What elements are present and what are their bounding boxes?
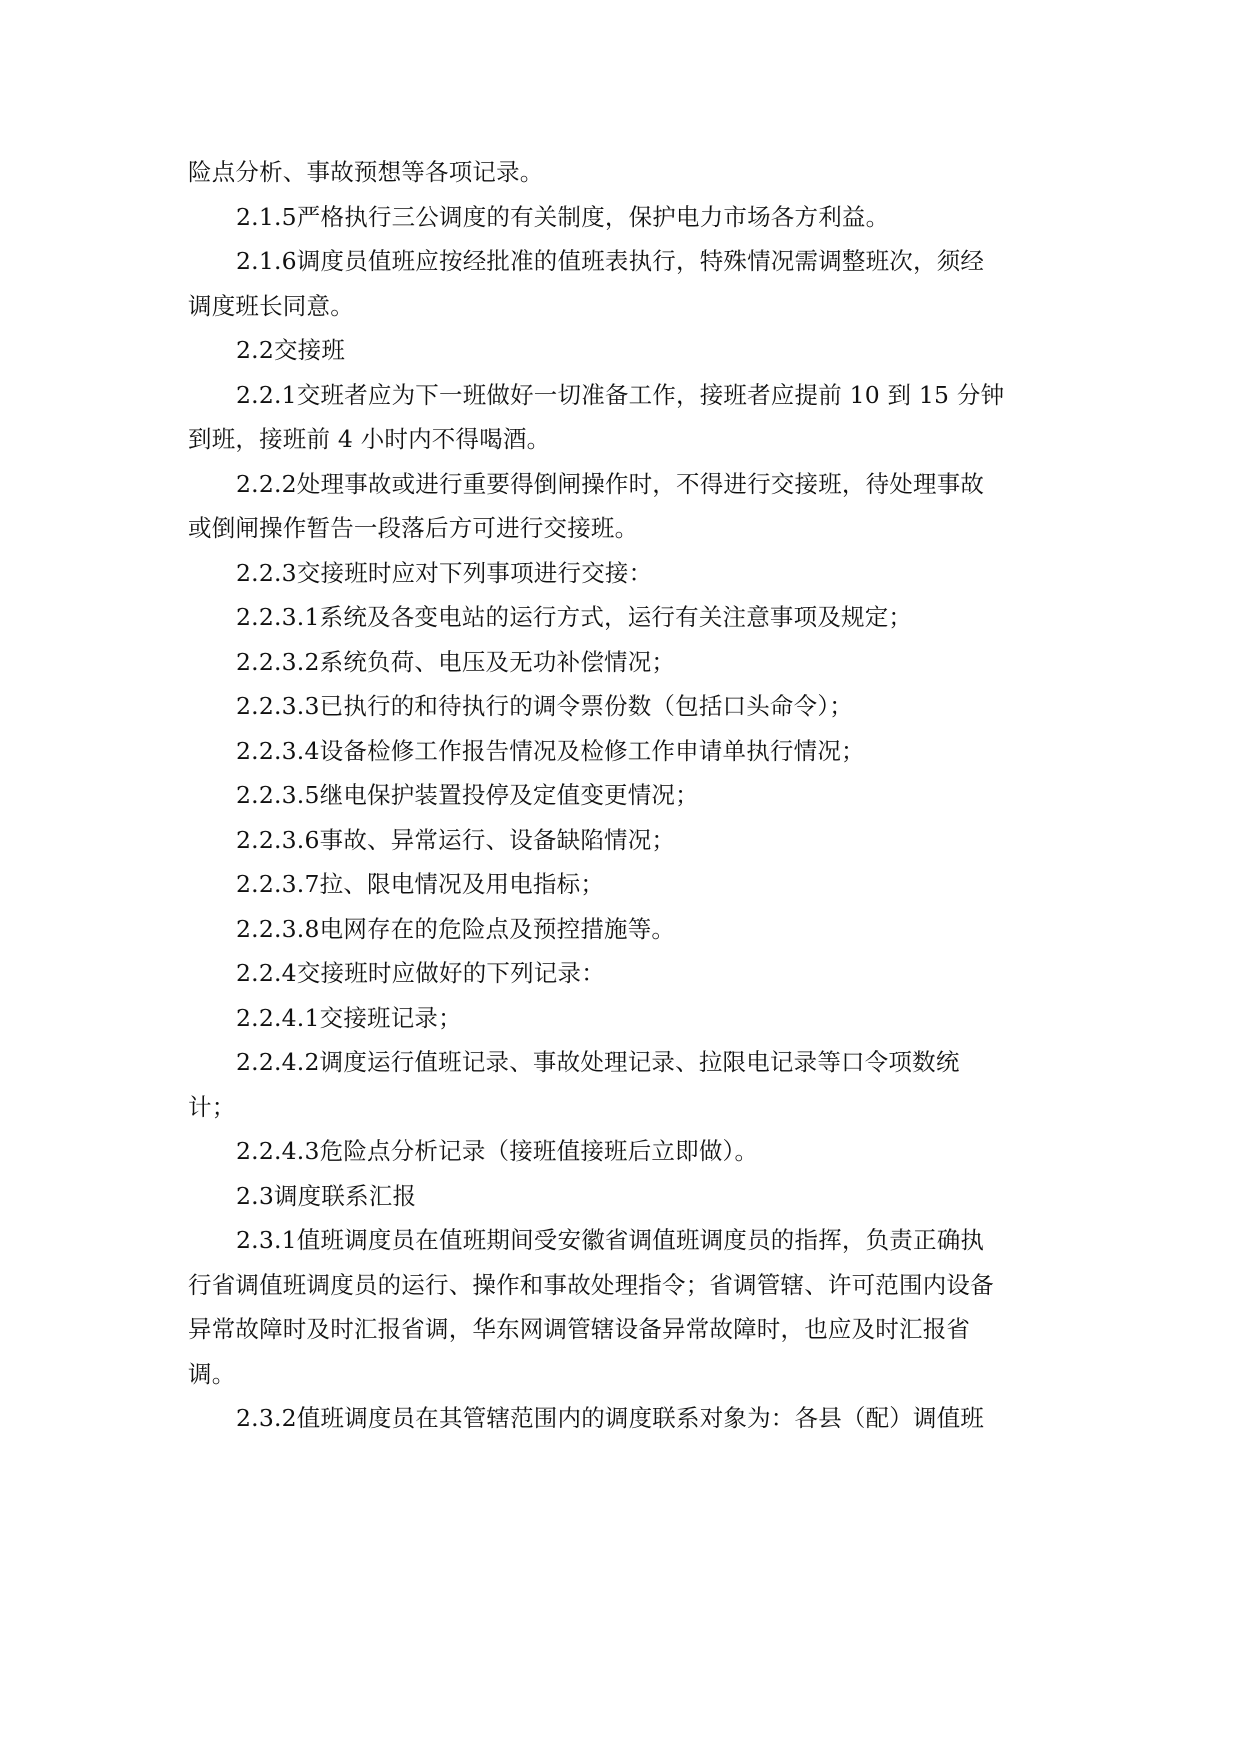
text-line: 2.2.3.6事故、异常运行、设备缺陷情况； — [236, 825, 676, 854]
text-line: 2.2.2处理事故或进行重要得倒闸操作时，不得进行交接班，待处理事故 — [236, 469, 985, 498]
text-line: 2.1.6调度员值班应按经批准的值班表执行，特殊情况需调整班次，须经 — [236, 247, 985, 275]
text-line: 2.2.4.2调度运行值班记录、事故处理记录、拉限电记录等口令项数统 — [236, 1048, 960, 1076]
text-line: 或倒闸操作暂告一段落后方可进行交接班。 — [188, 514, 639, 542]
document-body — [188, 150, 1038, 1441]
text-line: 2.2.4.3危险点分析记录（接班值接班后立即做）。 — [236, 1137, 759, 1165]
text-line: 2.2.3.7拉、限电情况及用电指标； — [236, 870, 605, 898]
text-line: 到班，接班前 4 小时内不得喝酒。 — [188, 425, 551, 453]
text-line: 2.2.3.1系统及各变电站的运行方式，运行有关注意事项及规定； — [236, 603, 913, 631]
text-line: 2.2.4.1交接班记录； — [236, 1003, 462, 1032]
text-line: 2.2.3.3已执行的和待执行的调令票份数（包括口头命令）； — [236, 692, 853, 720]
text-line: 2.2.3交接班时应对下列事项进行交接： — [236, 558, 653, 587]
text-line: 险点分析、事故预想等各项记录。 — [188, 158, 544, 186]
text-line: 2.1.5严格执行三公调度的有关制度，保护电力市场各方利益。 — [236, 202, 890, 231]
text-line: 调度班长同意。 — [188, 291, 354, 320]
text-line: 2.3.2值班调度员在其管辖范围内的调度联系对象为：各县（配）调值班 — [236, 1404, 985, 1432]
text-line: 调。 — [188, 1359, 236, 1388]
text-line: 2.2.3.2系统负荷、电压及无功补偿情况； — [236, 647, 676, 676]
text-line: 2.2.1交班者应为下一班做好一切准备工作，接班者应提前 10 到 15 分钟 — [236, 380, 1005, 409]
text-line: 2.2.3.5继电保护装置投停及定值变更情况； — [236, 781, 699, 809]
text-line: 2.2.4交接班时应做好的下列记录： — [236, 959, 605, 987]
text-line: 异常故障时及时汇报省调，华东网调管辖设备异常故障时，也应及时汇报省 — [188, 1315, 971, 1343]
text-line: 行省调值班调度员的运行、操作和事故处理指令；省调管辖、许可范围内设备 — [188, 1270, 994, 1299]
section-heading: 2.2交接班 — [236, 336, 346, 364]
text-line: 2.2.3.4设备检修工作报告情况及检修工作申请单执行情况； — [236, 736, 865, 765]
text-line: 2.3.1值班调度员在值班期间受安徽省调值班调度员的指挥，负责正确执 — [236, 1226, 985, 1254]
text-line: 计； — [188, 1092, 236, 1121]
text-line: 2.2.3.8电网存在的危险点及预控措施等。 — [236, 914, 676, 943]
section-heading: 2.3调度联系汇报 — [236, 1181, 417, 1210]
